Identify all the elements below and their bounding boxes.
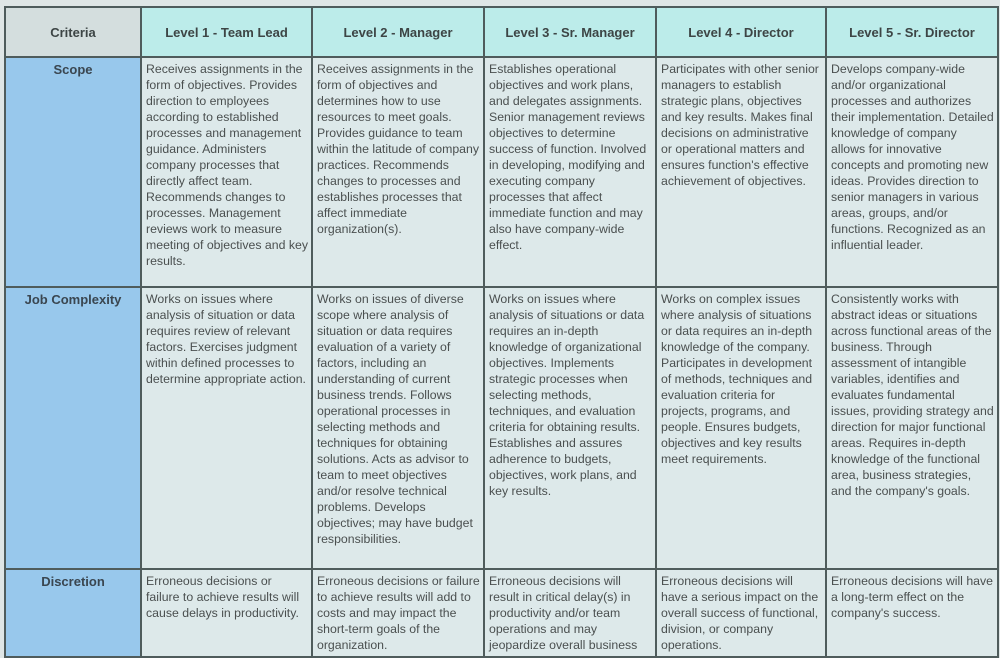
table-cell: Receives assignments in the form of objectives and determines how to use resources to meet goals. Provides guidance to team within the latitude of company practices. Recommends changes to processes and establishes processes that affect immediate organization(s). bbox=[312, 57, 484, 287]
table-cell: Works on issues of diverse scope where analysis of situation or data requires evaluation of a variety of factors, including an understanding of current business trends. Follows operational processes in selecting methods and techniques for obtaining solutions. Acts as advisor to team to meet objectives and/or resolve technical problems. Develops objectives; may have budget responsibilities. bbox=[312, 287, 484, 569]
table-row-job-complexity bbox=[5, 287, 998, 569]
table-cell: Participates with other senior managers to establish strategic plans, objectives and key results. Makes final decisions on administrative or operational matters and ensures function's effective achievement of objectives. bbox=[656, 57, 826, 287]
job-levels-matrix bbox=[4, 6, 997, 658]
table-row-scope bbox=[5, 57, 998, 287]
table-cell: Works on issues where analysis of situations or data requires an in-depth knowledge of organizational objectives. Implements strategic processes when selecting methods, techniques, and evaluation criteria for obtaining results. Establishes and assures adherence to budgets, objectives, work plans, and key results. bbox=[484, 287, 656, 569]
table-cell: Establishes operational objectives and work plans, and delegates assignments. Senior management reviews objectives to determine success of function. Involved in developing, modifying and executing company processes that affect immediate function and may also have company-wide effect. bbox=[484, 57, 656, 287]
header-level-4: Level 4 - Director bbox=[656, 7, 826, 57]
table-cell: Erroneous decisions or failure to achieve results will cause delays in productivity. bbox=[141, 569, 312, 657]
criterion-label: Scope bbox=[5, 57, 141, 287]
header-level-3: Level 3 - Sr. Manager bbox=[484, 7, 656, 57]
header-level-1: Level 1 - Team Lead bbox=[141, 7, 312, 57]
table-cell: Erroneous decisions will result in critical delay(s) in productivity and/or team operations and may jeopardize overall business bbox=[484, 569, 656, 657]
criterion-label: Discretion bbox=[5, 569, 141, 657]
table-cell: Receives assignments in the form of objectives. Provides direction to employees according to established processes and management guidance. Administers company processes that directly affect team. Recommends changes to processes. Management reviews work to measure meeting of objectives and key results. bbox=[141, 57, 312, 287]
table-cell: Erroneous decisions will have a serious impact on the overall success of functional, division, or company operations. bbox=[656, 569, 826, 657]
criterion-label: Job Complexity bbox=[5, 287, 141, 569]
table-cell: Consistently works with abstract ideas or situations across functional areas of the business. Through assessment of intangible variables, identifies and evaluates fundamental issues, providing strategy and direction for major functional areas. Requires in-depth knowledge of the functional area, business strategies, and the company's goals. bbox=[826, 287, 998, 569]
header-criteria: Criteria bbox=[5, 7, 141, 57]
header-level-2: Level 2 - Manager bbox=[312, 7, 484, 57]
table-cell: Works on issues where analysis of situation or data requires review of relevant factors. Exercises judgment within defined processes to determine appropriate action. bbox=[141, 287, 312, 569]
table-cell: Develops company-wide and/or organizational processes and authorizes their implementation. Detailed knowledge of company allows for innovative concepts and promoting new ideas. Provides direction to senior managers in various areas, groups, and/or functions. Recognized as an influential leader. bbox=[826, 57, 998, 287]
table-cell: Works on complex issues where analysis of situations or data requires an in-depth knowledge of the company. Participates in development of methods, techniques and evaluation criteria for projects, programs, and people. Ensures budgets, objectives and key results meet requirements. bbox=[656, 287, 826, 569]
table-row-discretion bbox=[5, 569, 998, 657]
criteria-table bbox=[4, 6, 999, 658]
header-level-5: Level 5 - Sr. Director bbox=[826, 7, 998, 57]
table-cell: Erroneous decisions or failure to achieve results will add to costs and may impact the short-term goals of the organization. bbox=[312, 569, 484, 657]
header-row bbox=[5, 7, 998, 57]
table-cell: Erroneous decisions will have a long-term effect on the company's success. bbox=[826, 569, 998, 657]
